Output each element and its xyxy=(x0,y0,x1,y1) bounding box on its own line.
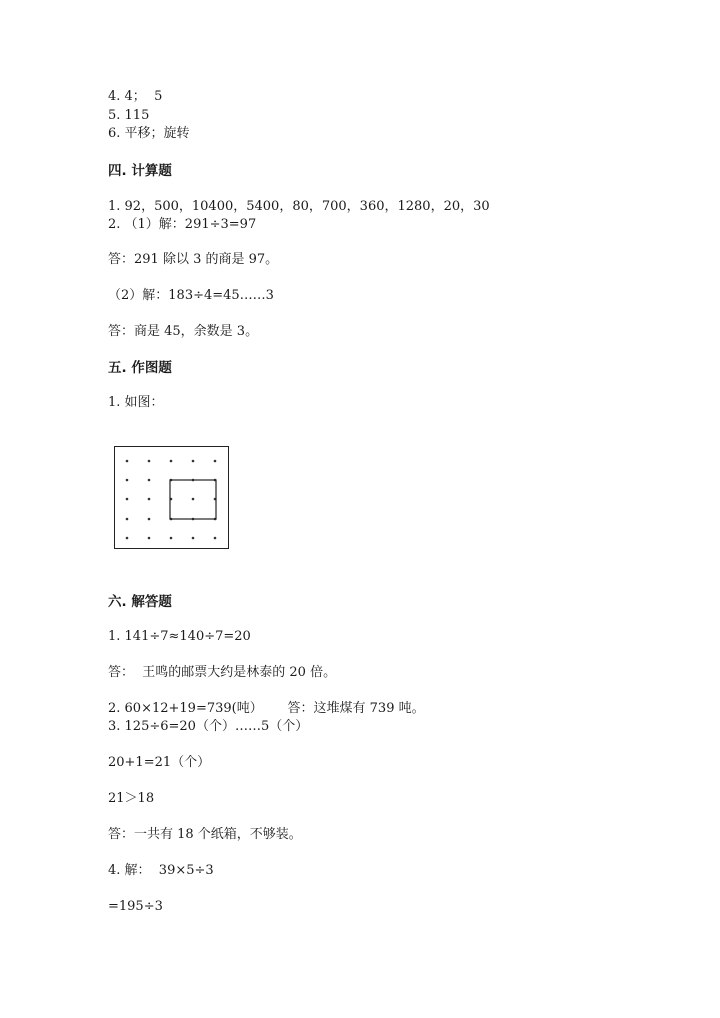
problem-2: 2. 60×12+19=739(吨） 答：这堆煤有 739 吨。 xyxy=(108,701,425,716)
problem-3-step3: 21＞18 xyxy=(108,791,155,806)
grid-dot xyxy=(214,537,217,540)
dot-grid-figure xyxy=(114,446,229,549)
answer-4: 4. 4； 5 xyxy=(108,89,163,104)
grid-dot xyxy=(214,460,217,463)
calc-q2-answer2: 答：商是 45，余数是 3。 xyxy=(108,324,259,339)
section-title-calculation: 四. 计算题 xyxy=(108,163,172,179)
answer-5: 5. 115 xyxy=(108,108,150,123)
problem-4-calc: 4. 解： 39×5÷3 xyxy=(108,863,214,878)
problem-1-answer: 答： 王鸣的邮票大约是林泰的 20 倍。 xyxy=(108,665,337,680)
grid-dot xyxy=(126,460,129,463)
grid-dots xyxy=(126,460,217,540)
grid-dot xyxy=(126,537,129,540)
problem-3-step2: 20+1=21（个） xyxy=(108,755,211,770)
grid-dot xyxy=(148,518,151,521)
problem-3-answer: 答：一共有 18 个纸箱，不够装。 xyxy=(108,827,302,842)
grid-dot xyxy=(148,479,151,482)
calc-q2-part1: 2. （1）解：291÷3=97 xyxy=(108,217,257,232)
grid-dot xyxy=(192,460,195,463)
grid-dot xyxy=(192,537,195,540)
section-title-word-problems: 六. 解答题 xyxy=(108,594,172,610)
grid-dot xyxy=(148,537,151,540)
problem-1-calc: 1. 141÷7≈140÷7=20 xyxy=(108,629,251,644)
calc-q2-answer1: 答：291 除以 3 的商是 97。 xyxy=(108,252,279,267)
drawing-q1: 1. 如图： xyxy=(108,395,164,410)
answer-6: 6. 平移；旋转 xyxy=(108,126,190,141)
problem-4-step2: =195÷3 xyxy=(108,899,163,914)
calc-q1: 1. 92，500，10400，5400，80，700，360，1280，20，30 xyxy=(108,199,490,214)
grid-dot xyxy=(170,537,173,540)
section-title-drawing: 五. 作图题 xyxy=(108,360,172,376)
grid-dot xyxy=(126,518,129,521)
grid-dot xyxy=(148,460,151,463)
grid-dot xyxy=(126,479,129,482)
problem-3-calc: 3. 125÷6=20（个）……5（个） xyxy=(108,719,309,734)
grid-dot xyxy=(126,498,129,501)
grid-dot xyxy=(170,460,173,463)
calc-q2-part2: （2）解：183÷4=45……3 xyxy=(108,288,274,303)
grid-dot xyxy=(148,498,151,501)
grid-dot xyxy=(192,498,195,501)
